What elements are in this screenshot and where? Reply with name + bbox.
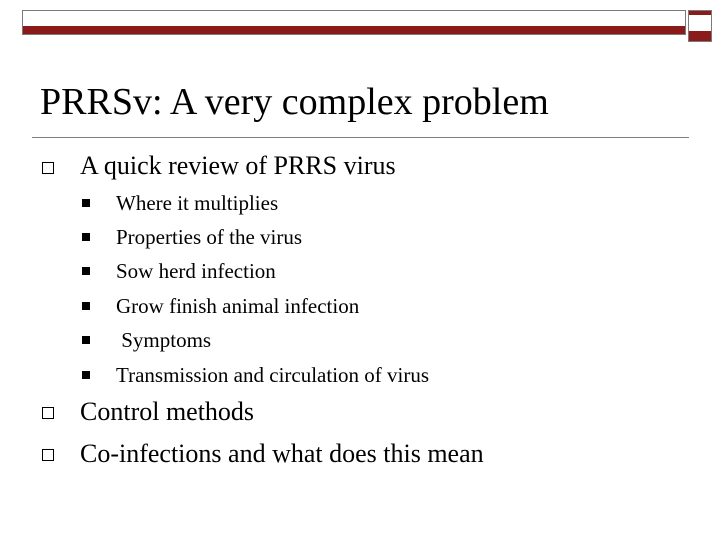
filled-square-icon <box>82 302 90 310</box>
sub-point-5: Symptoms <box>116 328 212 352</box>
filled-square-icon <box>82 267 90 275</box>
bullet-point-1: A quick review of PRRS virus <box>80 151 396 180</box>
hollow-square-icon <box>42 162 54 174</box>
hollow-square-icon <box>42 449 54 461</box>
corner-accent-top <box>689 11 711 15</box>
slide-title: PRRSv: A very complex problem <box>40 81 549 123</box>
filled-square-icon <box>82 233 90 241</box>
sub-point-3: Sow herd infection <box>116 259 276 283</box>
bullet-point-2: Control methods <box>80 397 255 426</box>
filled-square-icon <box>82 199 90 207</box>
bullet-point-3: Co-infections and what does this mean <box>80 439 484 468</box>
filled-square-icon <box>82 371 90 379</box>
header-accent-stripe <box>23 26 685 34</box>
title-divider <box>32 137 689 138</box>
sub-point-2: Properties of the virus <box>116 225 303 249</box>
filled-square-icon <box>82 336 90 344</box>
header-decoration-bar <box>22 10 686 35</box>
hollow-square-icon <box>42 407 54 419</box>
corner-accent-stripe <box>689 31 711 41</box>
sub-point-6: Transmission and circulation of virus <box>116 363 430 387</box>
sub-point-1: Where it multiplies <box>116 191 279 215</box>
sub-point-4: Grow finish animal infection <box>116 294 360 318</box>
corner-decoration <box>688 10 712 42</box>
